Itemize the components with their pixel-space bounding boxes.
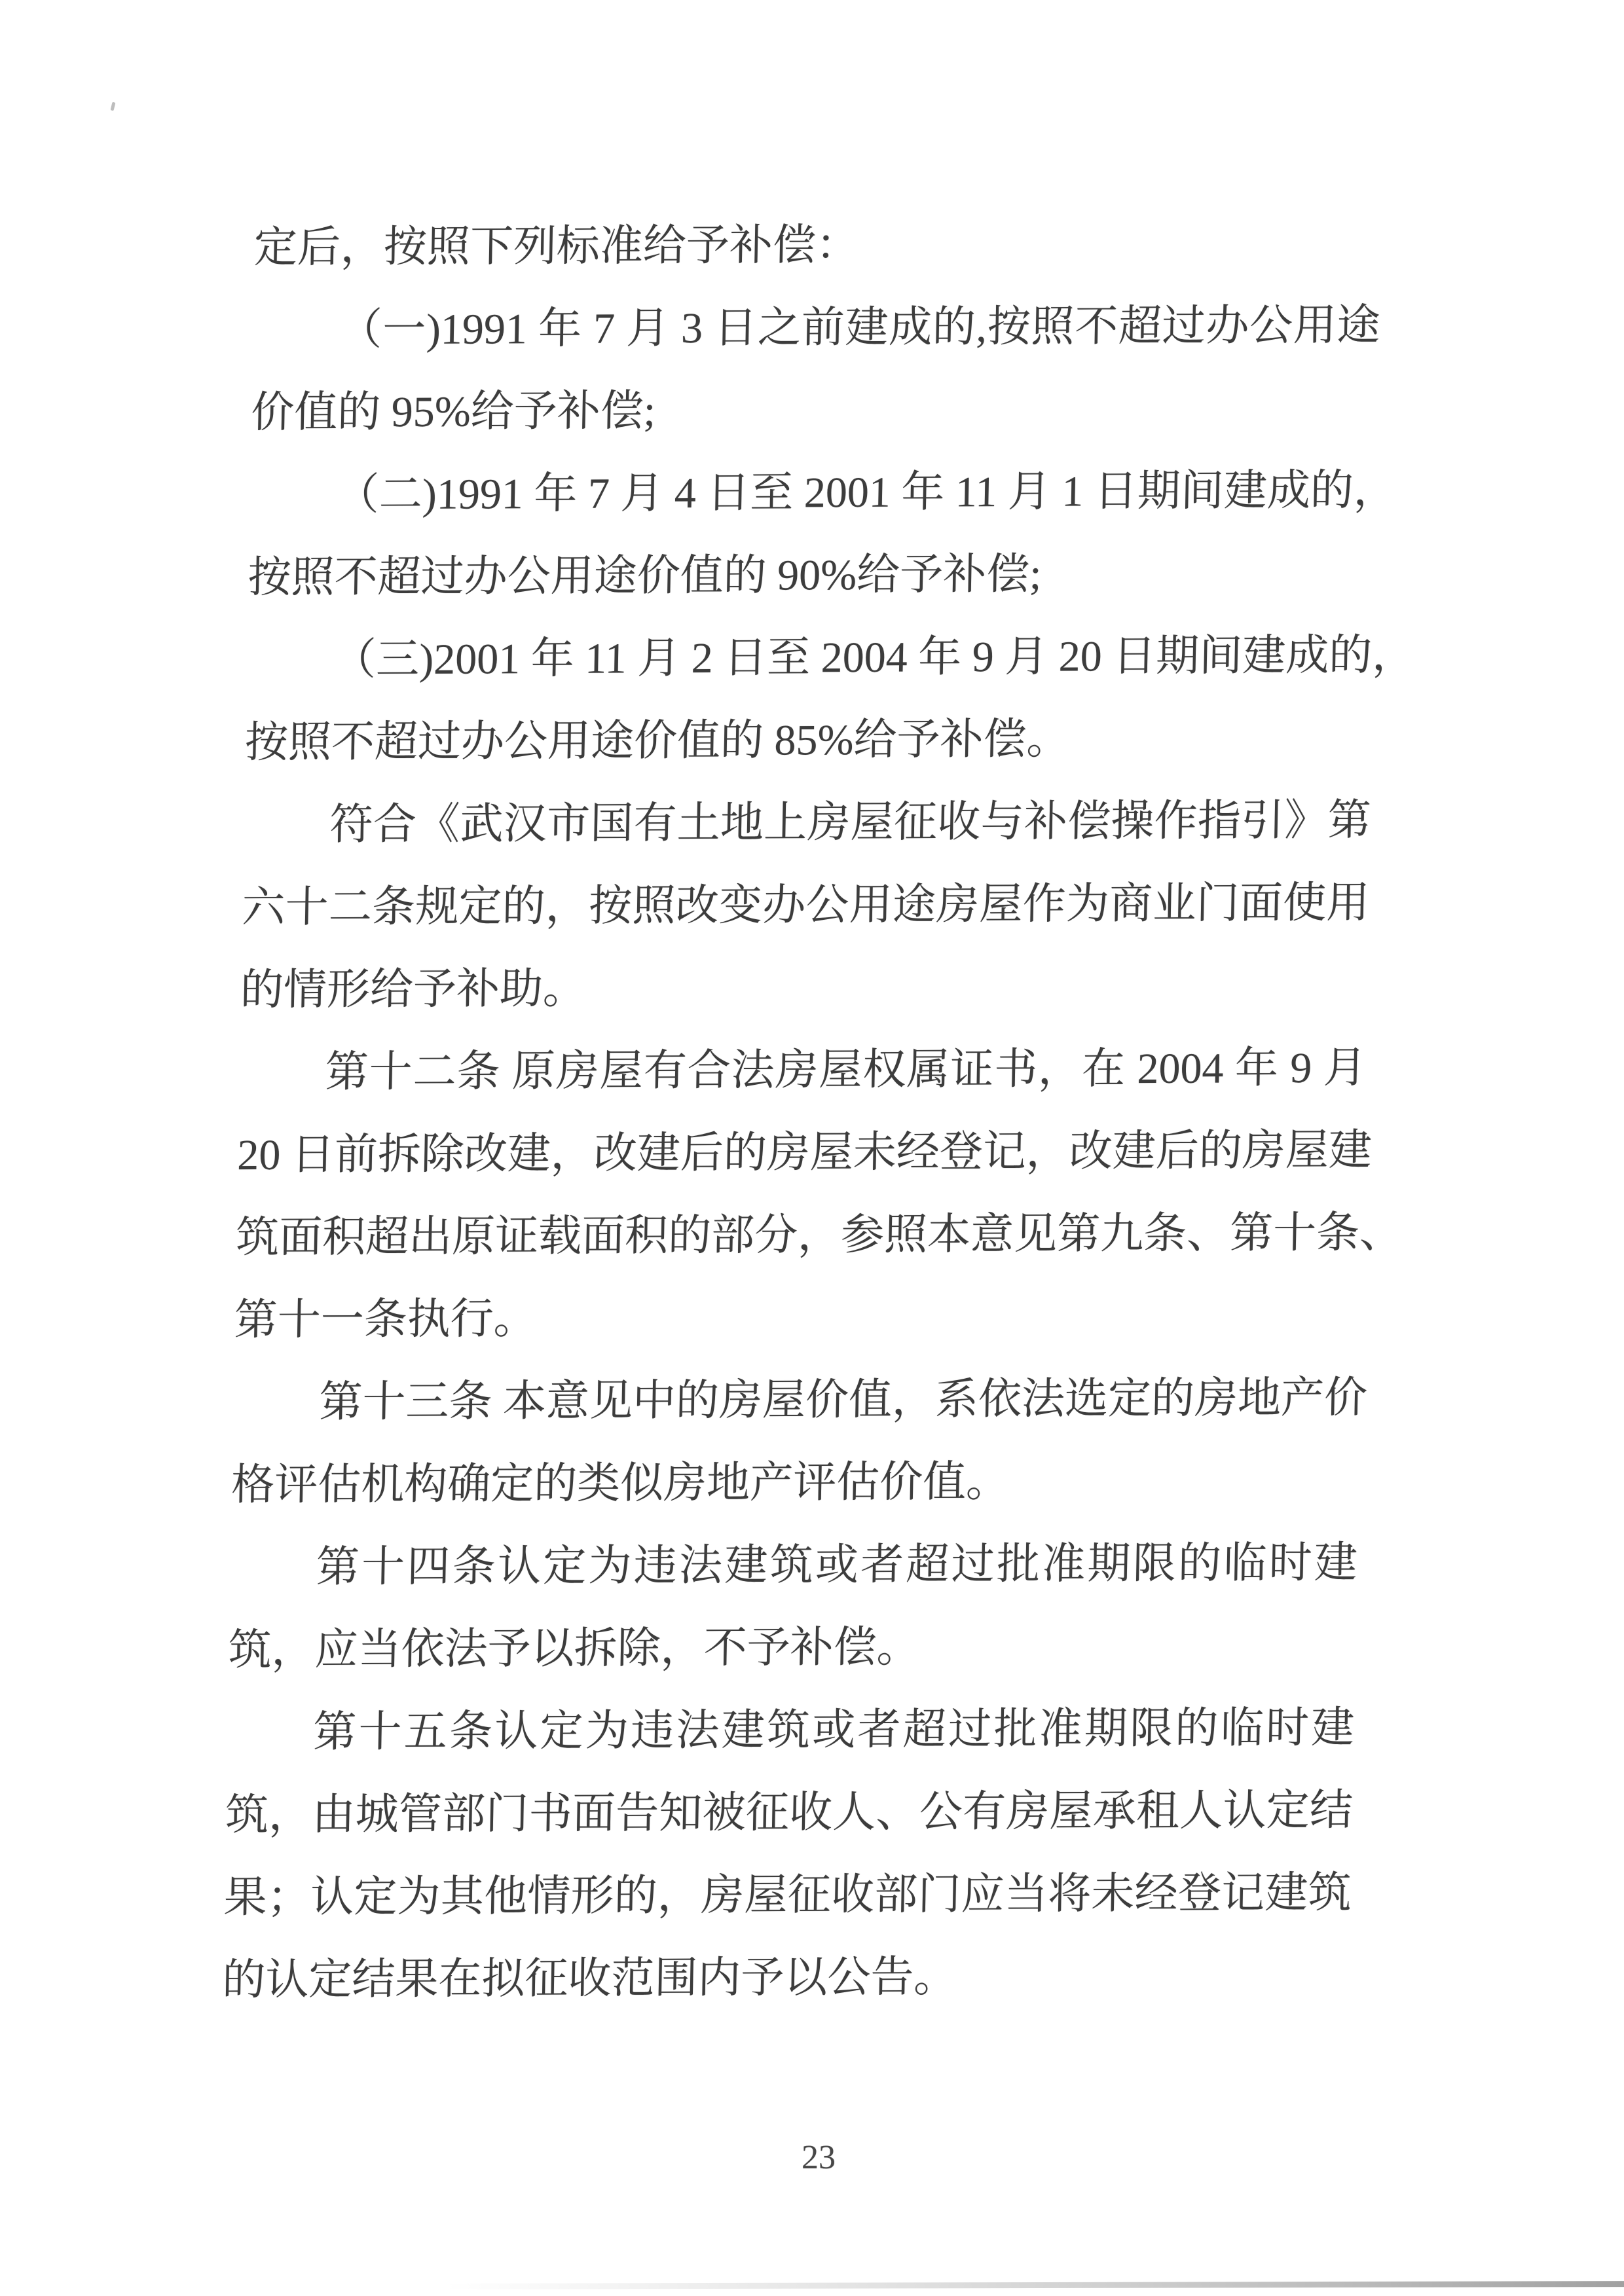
text-line: 第十三条 本意见中的房屋价值，系依法选定的房地产价 xyxy=(318,1374,1368,1427)
text-line: 的情形给予补助。 xyxy=(240,964,587,1015)
text-line: （三)2001 年 11 月 2 日至 2004 年 9 月 20 日期间建成的， xyxy=(332,631,1416,684)
text-line: 六十二条规定的，按照改变办公用途房屋作为商业门面使用 xyxy=(241,879,1371,932)
page-number: 23 xyxy=(802,2139,836,2176)
text-line: 定后，按照下列标准给予补偿： xyxy=(253,221,860,272)
text-line: 按照不超过办公用途价值的 90%给予补偿; xyxy=(247,550,1043,602)
text-line: 格评估机构确定的类似房地产评估价值。 xyxy=(231,1457,1010,1510)
text-line: 价值的 95%给予补偿; xyxy=(250,387,656,437)
document-body xyxy=(221,202,1416,2022)
text-line: （二)1991 年 7 月 4 日至 2001 年 11 月 1 日期间建成的， xyxy=(335,466,1397,519)
text-line: 第十二条 原房屋有合法房屋权属证书，在 2004 年 9 月 xyxy=(325,1044,1367,1097)
text-line: 20 日前拆除改建，改建后的房屋未经登记，改建后的房屋建 xyxy=(236,1126,1373,1180)
scan-speck-artifact xyxy=(111,102,116,111)
text-line: 筑面积超出原证载面积的部分，参照本意见第九条、第十条、 xyxy=(235,1209,1403,1262)
text-line: 果；认定为其他情形的，房屋征收部门应当将未经登记建筑 xyxy=(223,1868,1352,1922)
text-line: 筑，由城管部门书面告知被征收人、公有房屋承租人认定结 xyxy=(225,1786,1354,1840)
text-line: 第十五条认定为违法建筑或者超过批准期限的临时建 xyxy=(312,1704,1355,1757)
text-line: 按照不超过办公用途价值的 85%给予补偿。 xyxy=(244,715,1071,767)
text-line: 第十一条执行。 xyxy=(234,1295,538,1345)
scan-edge-artifact xyxy=(445,2281,1624,2289)
text-line: 第十四条认定为违法建筑或者超过批准期限的临时建 xyxy=(316,1539,1358,1592)
text-line: （一)1991 年 7 月 3 日之前建成的,按照不超过办公用途 xyxy=(338,301,1381,354)
text-line: 的认定结果在拟征收范围内予以公告。 xyxy=(221,1953,958,2005)
text-line: 筑，应当依法予以拆除，不予补偿。 xyxy=(227,1623,921,1675)
text-line: 符合《武汉市国有土地上房屋征收与补偿操作指引》第 xyxy=(329,796,1372,849)
